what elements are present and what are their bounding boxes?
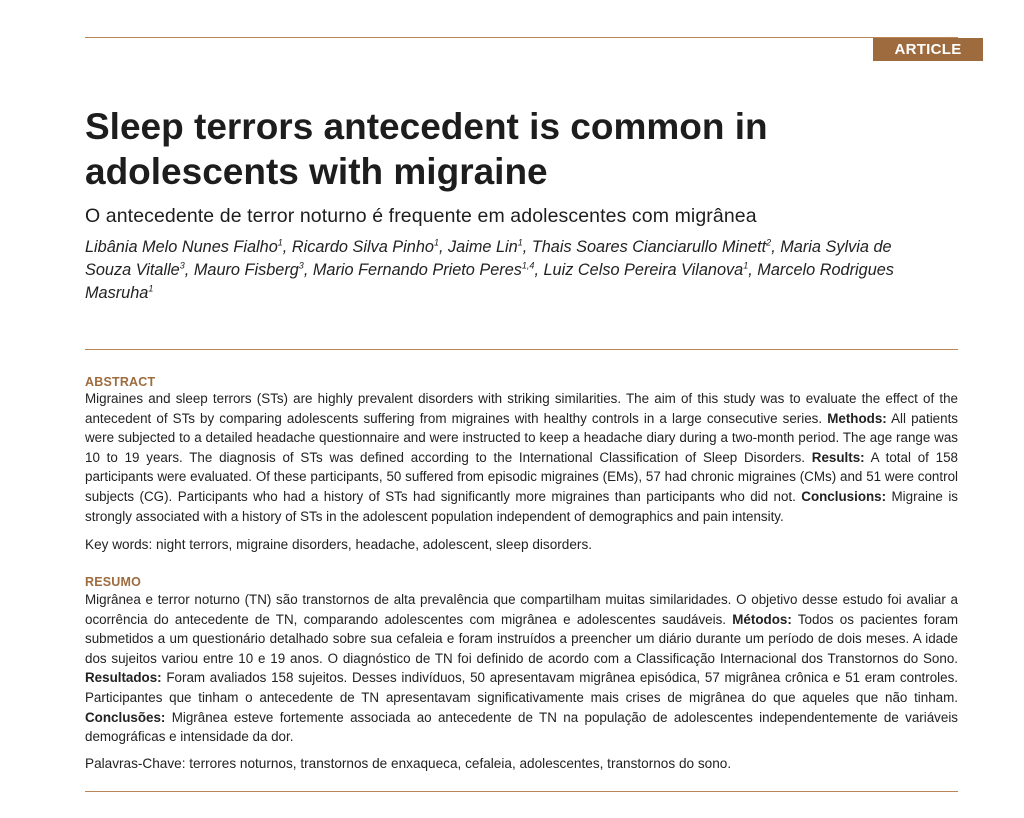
title-line-2: adolescents with migraine (85, 151, 548, 192)
author-separator: , (771, 238, 781, 256)
author-name: Mauro Fisberg (193, 261, 299, 279)
author-affiliation: 1 (277, 237, 283, 248)
palavras-chave-label: Palavras-Chave: (85, 756, 186, 771)
author-name: Marcelo Rodrigues Masruha (85, 261, 894, 302)
author-affiliation: 2 (766, 237, 772, 248)
resumo-conclusions-label: Conclusões: (85, 709, 166, 725)
abstract-results-label: Results: (811, 449, 865, 465)
author-affiliation: 1,4 (521, 260, 535, 271)
resumo-results-label: Resultados: (85, 670, 162, 686)
author-separator: , (282, 238, 292, 256)
author-name: Maria Sylvia de Souza Vitalle (85, 238, 892, 279)
abstract-methods: All patients were subjected to a detailed headache questionnaire and were instructed to keep a headache diary during a two-month period. The age range was 10 to 19 years. The diagnosis of STs was defined according to the International Classification of Sleep Disorders. (85, 410, 958, 465)
author-separator: , (748, 261, 758, 279)
author-separator: , (438, 238, 449, 256)
author-name: Libânia Melo Nunes Fialho (85, 238, 278, 256)
author-separator: , (534, 261, 544, 279)
abstract-intro: Migraines and sleep terrors (STs) are highly prevalent disorders with striking similarities. The aim of this study was to evaluate the effect of the antecedent of STs by comparing adolescents suffering from migraines with healthy controls in a large consecutive series. (85, 391, 958, 426)
author-affiliation: 1 (743, 260, 749, 271)
abstract-conclusions-label: Conclusions: (801, 488, 887, 504)
abstract-keywords (85, 535, 958, 554)
author-affiliation: 1 (433, 237, 439, 248)
article-subtitle: O antecedente de terror noturno é frequente em adolescentes com migrânea (85, 205, 757, 227)
title-line-1: Sleep terrors antecedent is common in (85, 106, 768, 147)
author-name: Ricardo Silva Pinho (291, 238, 434, 256)
author-affiliation: 1 (148, 283, 154, 294)
abstract-conclusions: Migraine is strongly associated with a history of STs in the adolescent population independent of demographics and pain intensity. (85, 488, 958, 524)
resumo-conclusions: Migrânea esteve fortemente associada ao antecedente de TN na população de adolescentes independentemente de variáveis demográficas e intensidade da dor. (85, 709, 958, 745)
article-title (85, 104, 945, 194)
resumo-heading: RESUMO (85, 575, 142, 589)
article-type-badge: ARTICLE (873, 38, 983, 61)
author-name: Luiz Celso Pereira Vilanova (543, 261, 744, 279)
author-affiliation: 3 (179, 260, 185, 271)
author-separator: , (184, 261, 194, 279)
resumo-intro: Migrânea e terror noturno (TN) são transtornos de alta prevalência que compartilham muitas similaridades. O objetivo desse estudo foi avaliar a ocorrência do antecedente de TN, comparando adolescentes com migrânea e adolescentes saudáveis. (85, 592, 958, 627)
bottom-rule (85, 791, 958, 792)
author-list (85, 236, 935, 305)
keywords-label: Key words: (85, 537, 153, 552)
resumo-body (85, 590, 958, 747)
resumo-keywords (85, 754, 958, 773)
author-name: Jaime Lin (448, 238, 518, 256)
resumo-results: Foram avaliados 158 sujeitos. Desses indivíduos, 50 apresentavam migrânea episódica, 57 migrânea crônica e 51 eram controles. Participantes que tinham o antecedente de TN apresentavam significativamente mais crises de migrânea do que aqueles que não tinham. (85, 670, 958, 705)
resumo-methods-label: Métodos: (732, 611, 792, 627)
palavras-chave-text: terrores noturnos, transtornos de enxaqueca, cefaleia, adolescentes, transtornos do sono. (189, 756, 732, 771)
abstract-results: A total of 158 participants were evaluated. Of these participants, 50 suffered from episodic migraines (EMs), 57 had chronic migraines (CMs) and 51 were control subjects (CG). Participants who had a history of STs had significantly more migraines than participants who did not. (85, 449, 958, 504)
author-separator: , (522, 238, 532, 256)
abstract-body (85, 389, 958, 526)
author-name: Mario Fernando Prieto Peres (312, 261, 522, 279)
abstract-heading: ABSTRACT (85, 375, 156, 389)
keywords-text: night terrors, migraine disorders, headache, adolescent, sleep disorders. (156, 537, 593, 552)
author-separator: , (303, 261, 313, 279)
resumo-methods: Todos os pacientes foram submetidos a um questionário detalhado sobre sua cefaleia e foram instruídos a preencher um diário durante um período de dois meses. A idade dos sujeitos variou entre 10 e 19 anos. O diagnóstico de TN foi definido de acordo com a Classificação Internacional dos Transtornos do Sono. (85, 611, 959, 666)
top-rule (85, 37, 958, 38)
authors-divider (85, 349, 958, 350)
author-affiliation: 3 (298, 260, 304, 271)
author-name: Thais Soares Cianciarullo Minett (531, 238, 767, 256)
abstract-methods-label: Methods: (827, 410, 887, 426)
author-affiliation: 1 (517, 237, 523, 248)
